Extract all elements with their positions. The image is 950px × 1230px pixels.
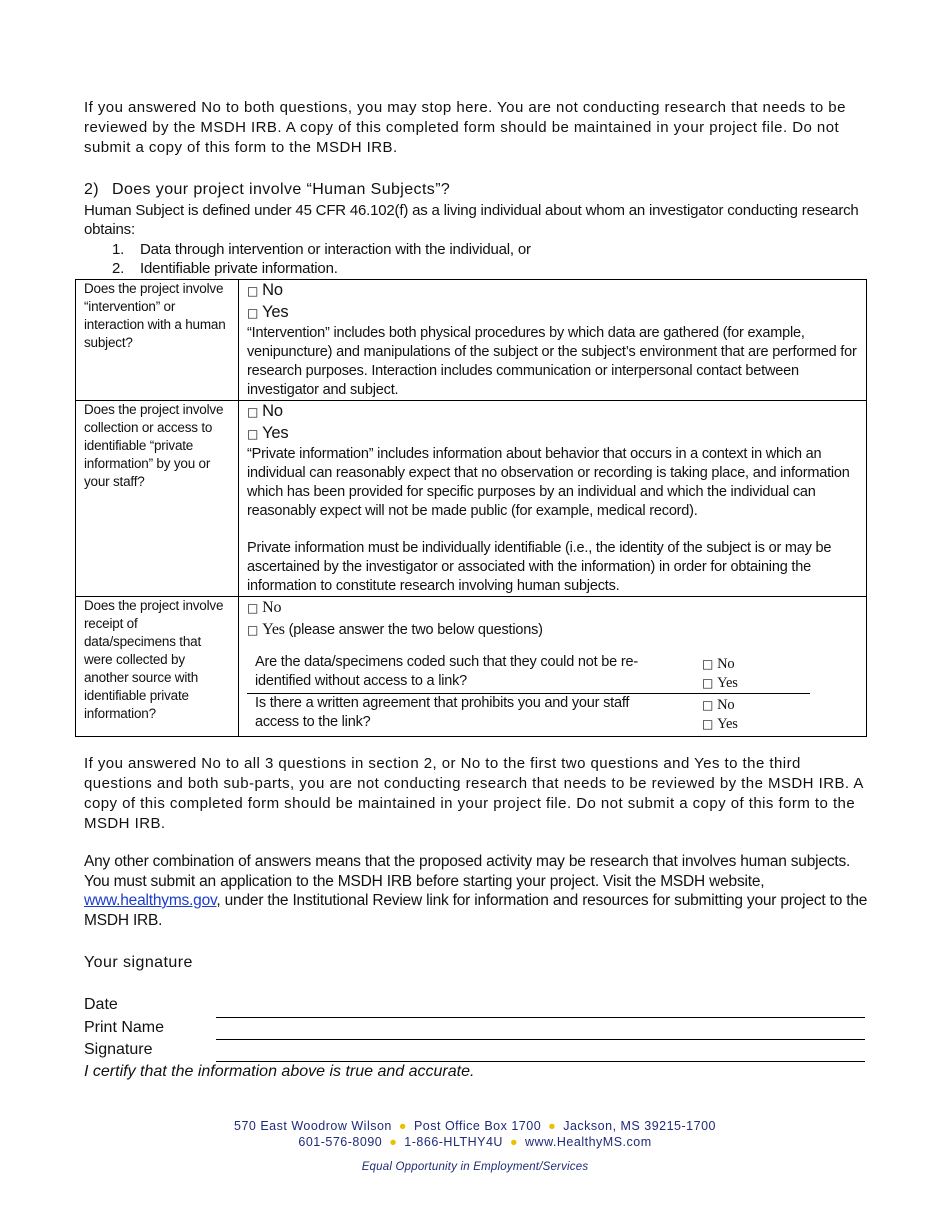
private-info-identifiable-explanation: Private information must be individually identifiable (i.e., the identity of the subject is or may be ascertained by the investigator or associated with the information) in order for obtaining the information to constitute research involving human subjects. [247,540,832,594]
yes-option[interactable]: □ Yes (please answer the two below questions) [247,621,543,638]
bullet-icon: ● [398,1119,407,1133]
date-line[interactable] [216,1017,865,1018]
certify-statement: I certify that the information above is true and accurate. [84,1063,475,1080]
yes-option[interactable]: □ Yes [247,424,289,442]
no-option[interactable]: □ No [702,697,735,713]
checkbox-icon[interactable]: □ [702,698,714,712]
checkbox-icon[interactable]: □ [702,657,714,671]
bullet-icon: ● [548,1119,557,1133]
equal-opportunity: Equal Opportunity in Employment/Services [361,1161,589,1173]
answer-cell [239,401,867,597]
date-label: Date [84,996,118,1013]
yes-option[interactable]: □ Yes [702,675,738,691]
question-cell: Does the project involve collection or access to identifiable “private information” by you or your staff? [76,401,239,597]
footer-address-line: 570 East Woodrow Wilson ● Post Office Box 1700 ● Jackson, MS 39215-1700 [234,1119,716,1133]
checkbox-icon[interactable]: □ [247,284,259,298]
sub-questions-table [247,653,810,734]
sub-question-text: Are the data/specimens coded such that they could not be re-identified without access to a link? [247,653,672,694]
signature-heading: Your signature [84,954,193,971]
no-option[interactable]: □ No [247,281,283,299]
question-2-number: 2) [84,181,100,198]
bullet-icon: ● [509,1135,519,1149]
question-2-title: Does your project involve “Human Subjects”? [112,181,451,198]
no-option[interactable]: □ No [247,599,282,616]
healthyms-link[interactable]: www.healthyms.gov [84,892,217,909]
human-subject-definition: Human Subject is defined under 45 CFR 46.102(f) as a living individual about whom an investigator conducting research obtains: [84,202,859,238]
checkbox-icon[interactable]: □ [247,306,259,320]
answer-cell [239,280,867,401]
table-row [76,280,867,401]
sub-question-text: Is there a written agreement that prohibits you and your staff access to the link? [255,695,630,730]
no-option[interactable]: □ No [702,656,735,672]
sub-question-row [247,653,810,694]
combination-paragraph: Any other combination of answers means that the proposed activity may be research that involves human subjects. You must submit an application to the MSDH IRB before starting your project. Visit the MSDH website, www.healthyms.gov, under the Institutional Review link for information and resources for submitting your project to the MSDH IRB. [84,853,868,929]
footer-website[interactable]: www.HealthyMS.com [525,1135,652,1149]
checkbox-icon[interactable]: □ [702,717,714,731]
sub-question-answers [672,653,810,694]
bullet-icon: ● [389,1135,398,1149]
after-table-paragraph: If you answered No to all 3 questions in section 2, or No to the first two questions and Yes to the third questions and both sub-parts, you are not conducting research that needs to be reviewed by the MSDH IRB. A copy of this completed form should be maintained in your project file. Do not submit a copy of this form to the MSDH IRB. [84,755,863,832]
checkbox-icon[interactable]: □ [247,601,259,615]
definition-list-item: 2. Identifiable private information. [112,260,338,277]
footer-contact-line: 601-576-8090 ● 1-866-HLTHY4U ● www.HealthyMS.com [298,1135,652,1149]
print-name-line[interactable] [216,1039,865,1040]
checkbox-icon[interactable]: □ [247,405,259,419]
definition-list-item: 1. Data through intervention or interaction with the individual, or [112,241,531,258]
yes-option[interactable]: □ Yes [702,716,738,732]
intro-paragraph: If you answered No to both questions, you may stop here. You are not conducting research that needs to be reviewed by the MSDH IRB. A copy of this completed form should be maintained in your project file. Do not submit a copy of this form to the MSDH IRB. [84,99,846,156]
table-row [76,401,867,597]
checkbox-icon[interactable]: □ [702,676,714,690]
no-option[interactable]: □ No [247,402,283,420]
sub-question-row [247,694,810,735]
yes-note: (please answer the two below questions) [284,622,543,638]
sub-question-answers [672,694,810,735]
answer-cell [239,597,867,737]
question-cell: Does the project involve receipt of data/specimens that were collected by another source with identifiable private information? [76,597,239,737]
checkbox-icon[interactable]: □ [247,427,259,441]
yes-option[interactable]: □ Yes [247,303,289,321]
table-row [76,597,867,737]
signature-label: Signature [84,1041,153,1058]
print-name-label: Print Name [84,1019,165,1036]
private-info-explanation: “Private information” includes information about behavior that occurs in a context in which an individual can reasonably expect that no observation or recording is taking place, and information which has been provided for specific purposes by an individual and which the individual can reasonably expect will not be made public (for example, medical record). [247,446,850,519]
question-2-heading [84,180,450,200]
question-cell: Does the project involve “intervention” or interaction with a human subject? [76,280,239,401]
intervention-explanation: “Intervention” includes both physical procedures by which data are gathered (for example, venipuncture) and manipulations of the subject or the subject’s environment that are performed for research purposes. Interaction includes communication or interpersonal contact between investigator and subject. [247,325,857,398]
checkbox-icon[interactable]: □ [247,623,259,637]
human-subjects-table [75,279,867,737]
